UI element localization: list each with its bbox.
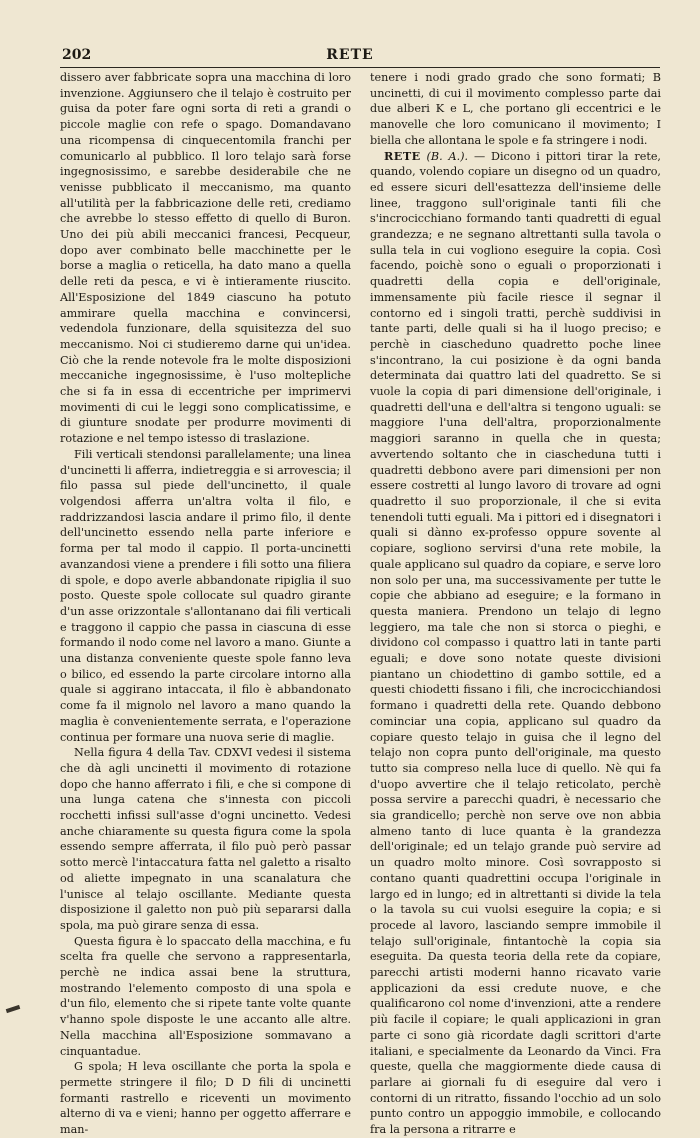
paragraph: G spola; H leva oscillante che porta la spola e permette stringere il filo; D D fili di uncinetti formanti rastrello e riceventi un movimento alterno di va e vieni; hanno per oggetto afferrare e man- [60,1060,351,1137]
paragraph: Nella figura 4 della Tav. CDXVI vedesi il sistema che dà agli uncinetti il movimento di rotazione dopo che hanno afferrato i fili, e che si compone di una lunga catena che s'innesta con piccoli rocchetti infissi sull'asse d'ogni uncinetto. Vedesi anche chiaramente su questa figura come la spola essendo sempre afferrata, il filo può però passar sotto mercè l'intaccatura fatta nel galetto a risalto od aliette impegnato in una scanalatura che l'unisce al telajo oscillante. Mediante questa disposizione il galetto non può più separarsi dalla spola, ma può girare senza di essa. [60,746,351,932]
paragraph: dissero aver fabbricate sopra una macchina di loro invenzione. Aggiunsero che il telajo è costruito per guisa da poter fare ogni sorta di reti a grandi o piccole maglie con refe o spago. Domandavano una ricompensa di cinquecentomila franchi per comunicarlo al pubblico. Il loro telajo sarà forse ingegnosissimo, e sarebbe desiderabile che ne venisse pubblicato il meccanismo, ma quanto all'utilità per la fabbricazione delle reti, crediamo che avrebbe lo stesso effetto di quello di Buron. Uno dei più abili meccanici francesi, Pecqueur, dopo aver combinato belle macchinette per le borse a maglia o reticella, ha dato mano a quella delle reti da pesca, e vi è intieramente riuscito. All'Esposizione del 1849 ciascuno ha potuto ammirare quella macchina e convincersi, vedendola funzionare, della squisitezza del suo meccanismo. Noi ci studieremo darne qui un'idea. Ciò che la rende notevole fra le molte disposizioni meccaniche ingegnosissime, è l'uso moltepliche che si fa in essa di eccentriche per imprimervi movimenti di cui le leggi sono complicatissime, e di giunture snodate per produrre movimenti di rotazione e nel tempo istesso di traslazione. [60,71,351,446]
right-column [370,70,661,1138]
entry-text: — Dicono i pittori tirar la rete, quando, volendo copiare un disegno od un quadro, ed essere sicuri dell'esattezza dell'insieme delle linee, traggono sull'originale tanti fili che s'incrocicchiano formando tanti quadretti di egual grandezza; e ne segnano altrettanti sulla tavola o sulla tela in cui vogliono eseguire la copia. Così facendo, poichè sono o eguali o proporzionati i quadretti della copia e dell'originale, immensamente più facile riesce il segnar il contorno ed i singoli tratti, perchè suddivisi in tante parti, delle quali si ha il luogo preciso; e perchè in ciascheduno quadretto poche linee s'incontrano, la cui posizione è da ogni banda determinata dai quattro lati del quadretto. Se si vuole la copia di pari dimensione dell'originale, i quadretti dell'una e dell'altra si tengono uguali: se maggiore l'una dell'altra, proporzionalmente maggiori saranno in quella che in questa; avvertendo soltanto che in ciascheduna tutti i quadretti debbono avere pari dimensioni per non essere costretti al lungo lavoro di trovare ad ogni quadretto il suo proporzionale, il che si evita tenendoli tutti eguali. Ma i pittori ed i disegnatori i quali si dànno ex-professo oppure sovente al copiare, sogliono servirsi d'una rete mobile, la quale applicano sul quadro da copiare, e serve loro non solo per una, ma successivamente per tutte le copie che abbiano ad eseguire; e la formano in questa maniera. Prendono un telajo di legno leggiero, ma tale che non si storca o pieghi, e dividono col compasso i quattro lati in tante parti eguali; e dove sono notate queste divisioni piantano un chiodettino di gambo sottile, ed a questi chiodetti fissano i fili, che incrocicchiandosi formano i quadretti della rete. Quando debbono cominciar una copia, applicano sul quadro da copiare questo telajo in guisa che il legno del telajo non copra punto dell'originale, ma questo tutto sia compreso nella luce di quello. Nè qui fa d'uopo avvertire che il telajo reticolato, perchè possa servire a parecchi quadri, è necessario che sia grandicello; perchè non serve ove non abbia almeno tanto di luce quanta è la grandezza dell'originale; ed un telajo grande può servire ad un quadro molto minore. Così sovrapposto si contano quanti quadrettini occupa l'originale in largo ed in lungo; ed in altrettanti si divide la tela o la tavola su cui vuolsi eseguire la copia; e si procede al lavoro, lasciando sempre immobile il telajo sull'originale, fintantochè la copia sia eseguita. Da questa teoria della rete da copiare, parecchi artisti moderni hanno ricavato varie applicazioni da essi credute nuove, e che qualificarono col nome d'invenzioni, atte a rendere più facile il copiare; le quali applicazioni in gran parte ci sono già ricordate dagli scrittori d'arte italiani, e specialmente da Leonardo da Vinci. Fra queste, quella che maggiormente diede causa di parlare ai giornali fu di eseguire dal vero i contorni di un ritratto, fissando l'occhio ad un solo punto contro un appoggio immobile, e collocando fra la persona a ritrarre e [370,149,661,1137]
entry-paragraph [370,149,661,1138]
margin-mark [6,1005,21,1013]
header-rule [60,67,660,68]
entry-headword: RETE [384,148,421,163]
page-number: 202 [62,47,92,63]
paragraph: Fili verticali stendonsi parallelamente; una linea d'uncinetti li afferra, indietreggia e si arrovescia; il filo passa sul piede dell'uncinetto, il quale volgendosi afferra un'altra volta il filo, e raddrizzandosi lascia andare il primo filo, il dente dell'uncinetto essendo nella parte inferiore e forma per tal modo il cappio. Il porta-uncinetti avanzandosi viene a prendere i fili sotto una filiera di spole, e dopo averle abbandonate ripiglia il suo posto. Queste spole collocate sul quadro girante d'un asse orizzontale s'allontanano dai fili verticali e traggono il cappio che passa in ciascuna di esse formando il nodo come nel lavoro a mano. Giunte a una distanza conveniente queste spole fanno leva o bilico, ed essendo la parte circolare intorno alla quale si aggirano intaccata, il filo è abbandonato come fa il mignolo nel lavoro a mano quando la maglia è convenientemente serrata, e l'operazione continua per formare una nuova serie di maglie. [60,447,351,744]
paragraph: tenere i nodi grado grado che sono formati; B uncinetti, di cui il movimento complesso parte dai due alberi K e L, che portano gli eccentrici e le manovelle che loro comunicano il movimento; I biella che allontana le spole e fa stringere i nodi. [370,71,661,147]
running-title: RETE [326,47,374,63]
left-column [60,70,351,1138]
entry-abbreviation: (B. A.). [426,149,469,163]
paragraph: Questa figura è lo spaccato della macchina, e fu scelta fra quelle che servono a rappresentarla, perchè ne indica assai bene la struttura, mostrando l'elemento composto di una spola e d'un filo, elemento che si ripete tante volte quante v'hanno spole disposte le une accanto alle altre. Nella macchina all'Esposizione sommavano a cinquantadue. [60,934,351,1058]
